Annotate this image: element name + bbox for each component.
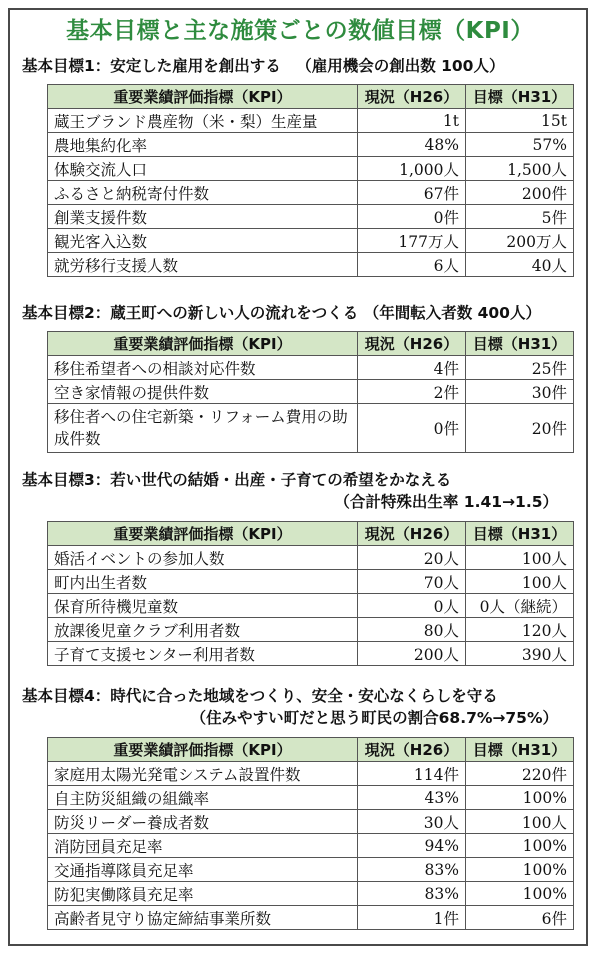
page-title: 基本目標と主な施策ごとの数値目標（KPI）: [66, 18, 534, 44]
current-cell: 0人: [358, 594, 466, 618]
section-2-subtitle: （年間転入者数 400人）: [363, 304, 541, 322]
col-kpi-header: 重要業績評価指標（KPI）: [48, 738, 358, 762]
table-row: [48, 157, 574, 181]
target-cell: 40人: [466, 253, 574, 277]
current-cell: 114件: [358, 762, 466, 786]
target-cell: 100%: [466, 786, 574, 810]
col-target-header: 目標（H31）: [466, 332, 574, 356]
table-row: [48, 253, 574, 277]
current-cell: 43%: [358, 786, 466, 810]
table-header-row: [48, 332, 574, 356]
table-row: [48, 618, 574, 642]
section-3-heading: [22, 469, 582, 513]
table-row: [48, 786, 574, 810]
table-row: [48, 642, 574, 666]
target-cell: 100人: [466, 570, 574, 594]
table-row: [48, 380, 574, 404]
current-cell: 2件: [358, 380, 466, 404]
kpi-cell: 放課後児童クラブ利用者数: [48, 618, 358, 642]
kpi-cell: 農地集約化率: [48, 133, 358, 157]
col-target-header: 目標（H31）: [466, 738, 574, 762]
table-row: [48, 858, 574, 882]
current-cell: 83%: [358, 882, 466, 906]
col-current-header: 現況（H26）: [358, 522, 466, 546]
current-cell: 1件: [358, 906, 466, 930]
table-row: [48, 133, 574, 157]
kpi-cell: 交通指導隊員充足率: [48, 858, 358, 882]
col-current-header: 現況（H26）: [358, 332, 466, 356]
kpi-cell: 移住希望者への相談対応件数: [48, 356, 358, 380]
table-row: [48, 546, 574, 570]
current-cell: 200人: [358, 642, 466, 666]
kpi-cell: 防犯実働隊員充足率: [48, 882, 358, 906]
kpi-cell: 防災リーダー養成者数: [48, 810, 358, 834]
target-cell: 15t: [466, 109, 574, 133]
kpi-cell: 自主防災組織の組織率: [48, 786, 358, 810]
current-cell: 30人: [358, 810, 466, 834]
target-cell: 20件: [466, 404, 574, 453]
target-cell: 100人: [466, 810, 574, 834]
current-cell: 177万人: [358, 229, 466, 253]
section-3-table: [47, 521, 574, 666]
kpi-cell: 体験交流人口: [48, 157, 358, 181]
section-4-table: [47, 737, 574, 930]
table-row: [48, 404, 574, 453]
section-1-title: 基本目標1：安定した雇用を創出する: [22, 57, 281, 75]
target-cell: 100人: [466, 546, 574, 570]
kpi-cell: 空き家情報の提供件数: [48, 380, 358, 404]
table-row: [48, 109, 574, 133]
current-cell: 70人: [358, 570, 466, 594]
current-cell: 6人: [358, 253, 466, 277]
current-cell: 0件: [358, 404, 466, 453]
table-row: [48, 906, 574, 930]
section-2-heading: [22, 302, 582, 324]
section-4-title: 基本目標4：時代に合った地域をつくり、安全・安心なくらしを守る: [22, 687, 498, 705]
current-cell: 67件: [358, 181, 466, 205]
current-cell: 1,000人: [358, 157, 466, 181]
table-row: [48, 834, 574, 858]
current-cell: 1t: [358, 109, 466, 133]
kpi-cell: 消防団員充足率: [48, 834, 358, 858]
target-cell: 6件: [466, 906, 574, 930]
kpi-cell: 家庭用太陽光発電システム設置件数: [48, 762, 358, 786]
target-cell: 200件: [466, 181, 574, 205]
section-3-subtitle: （合計特殊出生率 1.41→1.5）: [334, 493, 558, 511]
target-cell: 100%: [466, 834, 574, 858]
current-cell: 0件: [358, 205, 466, 229]
section-1-subtitle: （雇用機会の創出数 100人）: [296, 57, 505, 75]
target-cell: 200万人: [466, 229, 574, 253]
target-cell: 1,500人: [466, 157, 574, 181]
table-row: [48, 229, 574, 253]
target-cell: 220件: [466, 762, 574, 786]
section-4-subtitle: （住みやすい町だと思う町民の割合68.7%→75%）: [190, 709, 558, 727]
col-kpi-header: 重要業績評価指標（KPI）: [48, 85, 358, 109]
target-cell: 30件: [466, 380, 574, 404]
kpi-cell: 移住者への住宅新築・リフォーム費用の助成件数: [48, 404, 358, 453]
col-kpi-header: 重要業績評価指標（KPI）: [48, 332, 358, 356]
kpi-cell: 町内出生者数: [48, 570, 358, 594]
target-cell: 0人（継続）: [466, 594, 574, 618]
col-current-header: 現況（H26）: [358, 85, 466, 109]
table-row: [48, 810, 574, 834]
target-cell: 390人: [466, 642, 574, 666]
col-target-header: 目標（H31）: [466, 85, 574, 109]
kpi-cell: 保育所待機児童数: [48, 594, 358, 618]
col-target-header: 目標（H31）: [466, 522, 574, 546]
target-cell: 100%: [466, 858, 574, 882]
section-1-heading: [22, 55, 582, 77]
kpi-cell: ふるさと納税寄付件数: [48, 181, 358, 205]
current-cell: 83%: [358, 858, 466, 882]
table-header-row: [48, 738, 574, 762]
section-1-table: [47, 84, 574, 277]
table-row: [48, 356, 574, 380]
current-cell: 80人: [358, 618, 466, 642]
target-cell: 100%: [466, 882, 574, 906]
table-row: [48, 882, 574, 906]
kpi-cell: 子育て支援センター利用者数: [48, 642, 358, 666]
target-cell: 25件: [466, 356, 574, 380]
section-4-heading: [22, 685, 582, 729]
table-row: [48, 594, 574, 618]
target-cell: 57%: [466, 133, 574, 157]
current-cell: 4件: [358, 356, 466, 380]
section-2-title: 基本目標2：蔵王町への新しい人の流れをつくる: [22, 304, 359, 322]
table-header-row: [48, 522, 574, 546]
col-current-header: 現況（H26）: [358, 738, 466, 762]
kpi-cell: 蔵王ブランド農産物（米・梨）生産量: [48, 109, 358, 133]
current-cell: 48%: [358, 133, 466, 157]
table-row: [48, 181, 574, 205]
table-row: [48, 762, 574, 786]
table-header-row: [48, 85, 574, 109]
kpi-cell: 就労移行支援人数: [48, 253, 358, 277]
section-2-table: [47, 331, 574, 453]
section-3-title: 基本目標3：若い世代の結婚・出産・子育ての希望をかなえる: [22, 471, 452, 489]
current-cell: 94%: [358, 834, 466, 858]
col-kpi-header: 重要業績評価指標（KPI）: [48, 522, 358, 546]
kpi-cell: 観光客入込数: [48, 229, 358, 253]
target-cell: 5件: [466, 205, 574, 229]
kpi-cell: 創業支援件数: [48, 205, 358, 229]
table-row: [48, 570, 574, 594]
target-cell: 120人: [466, 618, 574, 642]
current-cell: 20人: [358, 546, 466, 570]
table-row: [48, 205, 574, 229]
kpi-cell: 婚活イベントの参加人数: [48, 546, 358, 570]
kpi-cell: 高齢者見守り協定締結事業所数: [48, 906, 358, 930]
